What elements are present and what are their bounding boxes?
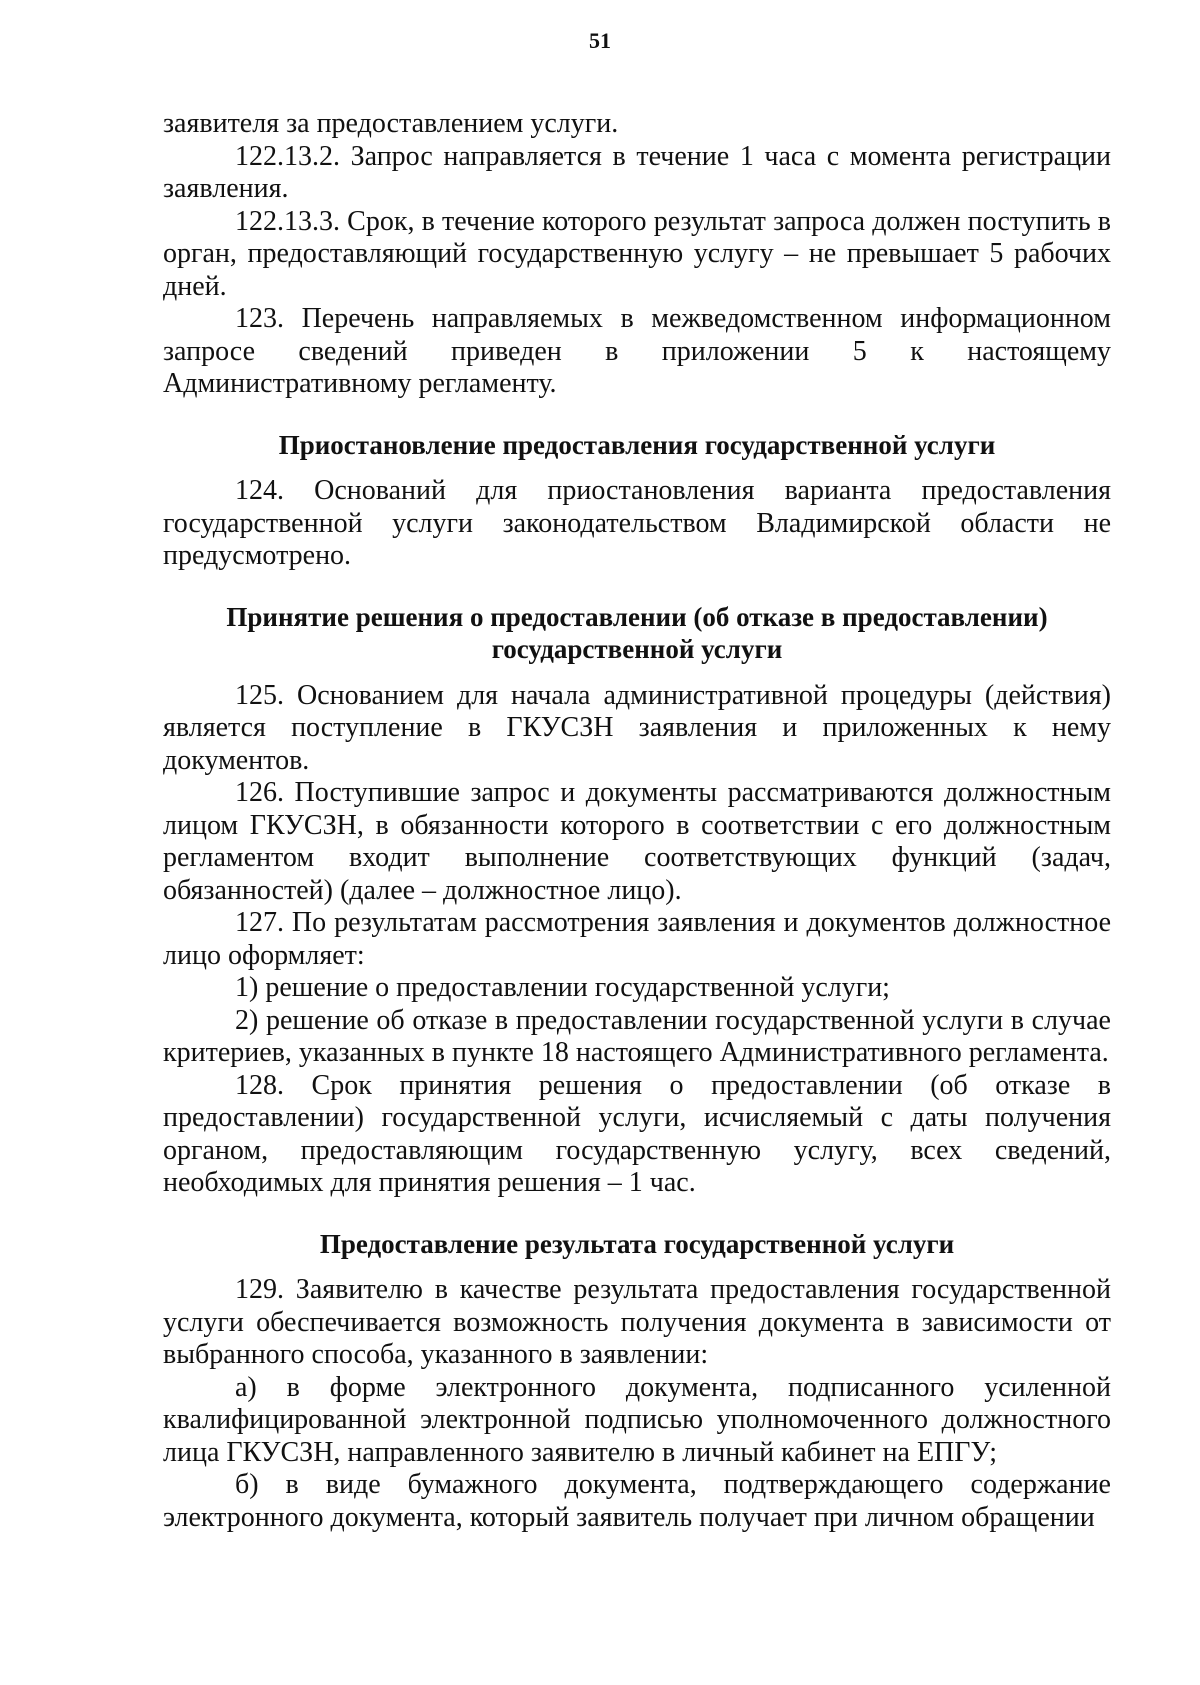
list-item-2: 2) решение об отказе в предоставлении государственной услуги в случае критериев, указанных в пункте 18 настоящего Административного регламента.	[163, 1004, 1111, 1068]
paragraph-125: 125. Основанием для начала административной процедуры (действия) является поступление в ГКУСЗН заявления и приложенных к нему документов.	[163, 679, 1111, 776]
page-number: 51	[589, 28, 611, 53]
paragraph-128: 128. Срок принятия решения о предоставлении (об отказе в предоставлении) государственной услуги, исчисляемый с даты получения органом, предоставляющим государственную услугу, всех сведений, необходимых для принятия решения – 1 час.	[163, 1069, 1111, 1198]
paragraph-127: 127. По результатам рассмотрения заявления и документов должностное лицо оформляет:	[163, 907, 1111, 971]
section-heading-decision: Принятие решения о предоставлении (об отказе в предоставлении) государственной услуги	[226, 601, 1048, 664]
list-item-a: а) в форме электронного документа, подписанного усиленной квалифицированной электронной подписью уполномоченного должностного лица ГКУСЗН, направленного заявителю в личный кабинет на ЕПГУ;	[163, 1371, 1111, 1468]
list-item-1: 1) решение о предоставлении государственной услуги;	[235, 972, 890, 1003]
paragraph-continuation: заявителя за предоставлением услуги.	[163, 108, 619, 139]
document-body	[163, 108, 1111, 1534]
paragraph-129: 129. Заявителю в качестве результата предоставления государственной услуги обеспечивается возможность получения документа в зависимости от выбранного способа, указанного в заявлении:	[163, 1274, 1111, 1370]
paragraph-124: 124. Оснований для приостановления варианта предоставления государственной услуги законодательством Владимирской области не предусмотрено.	[163, 475, 1111, 571]
section-heading-result: Предоставление результата государственной услуги	[319, 1228, 955, 1259]
paragraph-122-13-2: 122.13.2. Запрос направляется в течение 1 часа с момента регистрации заявления.	[163, 140, 1111, 204]
paragraph-123: 123. Перечень направляемых в межведомственном информационном запросе сведений приведен в приложении 5 к настоящему Административному регламенту.	[163, 303, 1111, 399]
paragraph-122-13-3: 122.13.3. Срок, в течение которого результат запроса должен поступить в орган, предоставляющий государственную услугу – не превышает 5 рабочих дней.	[163, 205, 1111, 302]
list-item-b: б) в виде бумажного документа, подтверждающего содержание электронного документа, который заявитель получает при личном обращении	[163, 1469, 1111, 1533]
paragraph-126: 126. Поступившие запрос и документы рассматриваются должностным лицом ГКУСЗН, в обязанности которого в соответствии с его должностным регламентом входит выполнение соответствующих функций (задач, обязанностей) (далее – должностное лицо).	[163, 777, 1111, 906]
section-heading-suspension: Приостановление предоставления государственной услуги	[278, 429, 996, 460]
